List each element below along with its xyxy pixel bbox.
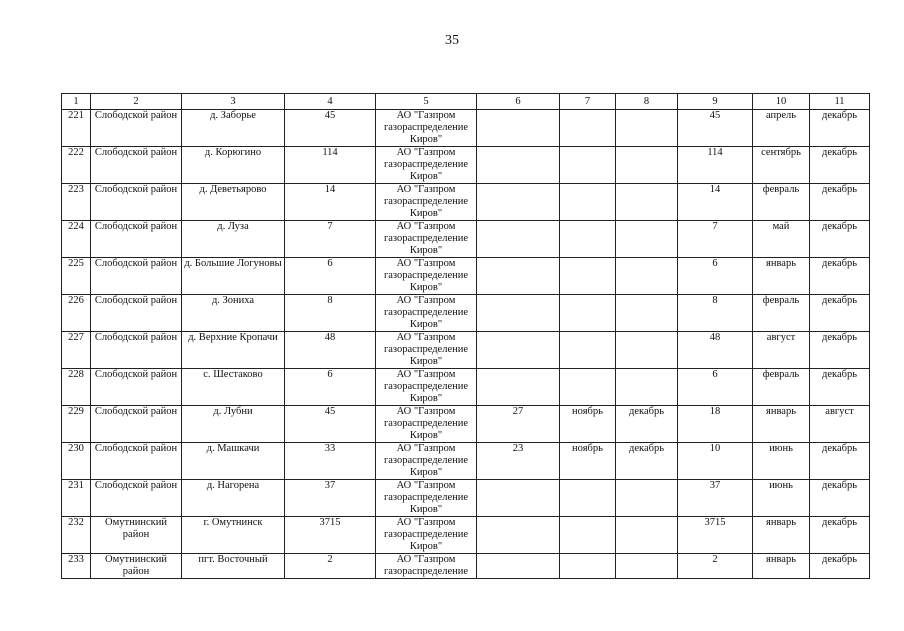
start-month-cell: февраль: [753, 369, 810, 406]
end-month-cell: декабрь: [810, 295, 870, 332]
start-month-cell: январь: [753, 258, 810, 295]
col7-cell: ноябрь: [560, 443, 616, 480]
end-month-cell: декабрь: [810, 147, 870, 184]
col7-cell: [560, 517, 616, 554]
row-number: 227: [62, 332, 91, 369]
col7-cell: [560, 332, 616, 369]
settlement-cell: д. Зониха: [182, 295, 285, 332]
end-month-cell: декабрь: [810, 443, 870, 480]
row-number: 222: [62, 147, 91, 184]
col7-cell: [560, 369, 616, 406]
organization-cell: АО "Газпром газораспределение Киров": [376, 110, 477, 147]
settlement-cell: д. Заборье: [182, 110, 285, 147]
row-number: 233: [62, 554, 91, 579]
end-month-cell: декабрь: [810, 332, 870, 369]
col8-cell: [616, 110, 678, 147]
col7-cell: [560, 110, 616, 147]
col6-cell: 27: [477, 406, 560, 443]
col8-cell: [616, 369, 678, 406]
col4-cell: 6: [285, 258, 376, 295]
district-cell: Омутнинский район: [91, 554, 182, 579]
end-month-cell: декабрь: [810, 480, 870, 517]
settlement-cell: д. Верхние Кропачи: [182, 332, 285, 369]
end-month-cell: декабрь: [810, 369, 870, 406]
table-row: [62, 258, 870, 295]
col9-cell: 45: [678, 110, 753, 147]
organization-cell: АО "Газпром газораспределение Киров": [376, 480, 477, 517]
col7-cell: ноябрь: [560, 406, 616, 443]
col6-cell: [477, 369, 560, 406]
district-cell: Слободской район: [91, 443, 182, 480]
col6-cell: [477, 332, 560, 369]
end-month-cell: декабрь: [810, 554, 870, 579]
col8-cell: [616, 147, 678, 184]
organization-cell: АО "Газпром газораспределение: [376, 554, 477, 579]
district-cell: Слободской район: [91, 184, 182, 221]
table-row: [62, 369, 870, 406]
table-row: [62, 406, 870, 443]
col9-cell: 6: [678, 258, 753, 295]
col4-cell: 3715: [285, 517, 376, 554]
start-month-cell: январь: [753, 517, 810, 554]
schedule-table: [61, 93, 870, 579]
district-cell: Слободской район: [91, 221, 182, 258]
col8-cell: [616, 221, 678, 258]
col7-cell: [560, 295, 616, 332]
col4-cell: 14: [285, 184, 376, 221]
col6-cell: [477, 295, 560, 332]
settlement-cell: д. Лубни: [182, 406, 285, 443]
col7-cell: [560, 554, 616, 579]
table-row: [62, 147, 870, 184]
col8-cell: [616, 554, 678, 579]
col9-cell: 114: [678, 147, 753, 184]
column-header-8: 8: [616, 94, 678, 110]
column-header-1: 1: [62, 94, 91, 110]
district-cell: Слободской район: [91, 147, 182, 184]
col9-cell: 7: [678, 221, 753, 258]
col4-cell: 6: [285, 369, 376, 406]
col9-cell: 3715: [678, 517, 753, 554]
col9-cell: 37: [678, 480, 753, 517]
end-month-cell: декабрь: [810, 221, 870, 258]
col8-cell: [616, 184, 678, 221]
col6-cell: [477, 110, 560, 147]
organization-cell: АО "Газпром газораспределение Киров": [376, 517, 477, 554]
start-month-cell: июнь: [753, 443, 810, 480]
col4-cell: 48: [285, 332, 376, 369]
col4-cell: 2: [285, 554, 376, 579]
start-month-cell: сентябрь: [753, 147, 810, 184]
settlement-cell: пгт. Восточный: [182, 554, 285, 579]
organization-cell: АО "Газпром газораспределение Киров": [376, 369, 477, 406]
organization-cell: АО "Газпром газораспределение Киров": [376, 443, 477, 480]
table-row: [62, 332, 870, 369]
organization-cell: АО "Газпром газораспределение Киров": [376, 147, 477, 184]
start-month-cell: январь: [753, 406, 810, 443]
table-row: [62, 554, 870, 579]
table-row: [62, 221, 870, 258]
col6-cell: [477, 184, 560, 221]
settlement-cell: г. Омутнинск: [182, 517, 285, 554]
col9-cell: 2: [678, 554, 753, 579]
col4-cell: 7: [285, 221, 376, 258]
col7-cell: [560, 258, 616, 295]
col8-cell: декабрь: [616, 406, 678, 443]
col7-cell: [560, 221, 616, 258]
col4-cell: 8: [285, 295, 376, 332]
column-header-9: 9: [678, 94, 753, 110]
settlement-cell: д. Большие Логуновы: [182, 258, 285, 295]
col4-cell: 45: [285, 110, 376, 147]
col6-cell: [477, 480, 560, 517]
row-number: 231: [62, 480, 91, 517]
col4-cell: 33: [285, 443, 376, 480]
end-month-cell: декабрь: [810, 110, 870, 147]
row-number: 224: [62, 221, 91, 258]
col8-cell: [616, 295, 678, 332]
table-row: [62, 110, 870, 147]
district-cell: Слободской район: [91, 258, 182, 295]
district-cell: Слободской район: [91, 110, 182, 147]
row-number: 221: [62, 110, 91, 147]
table-row: [62, 295, 870, 332]
district-cell: Слободской район: [91, 295, 182, 332]
col8-cell: [616, 258, 678, 295]
col9-cell: 10: [678, 443, 753, 480]
col9-cell: 8: [678, 295, 753, 332]
table-row: [62, 517, 870, 554]
col7-cell: [560, 184, 616, 221]
settlement-cell: д. Деветьярово: [182, 184, 285, 221]
col9-cell: 6: [678, 369, 753, 406]
column-header-5: 5: [376, 94, 477, 110]
col9-cell: 18: [678, 406, 753, 443]
start-month-cell: апрель: [753, 110, 810, 147]
organization-cell: АО "Газпром газораспределение Киров": [376, 406, 477, 443]
col9-cell: 14: [678, 184, 753, 221]
header-row: [62, 94, 870, 110]
table-row: [62, 480, 870, 517]
settlement-cell: д. Машкачи: [182, 443, 285, 480]
col4-cell: 45: [285, 406, 376, 443]
start-month-cell: май: [753, 221, 810, 258]
row-number: 230: [62, 443, 91, 480]
col8-cell: [616, 517, 678, 554]
settlement-cell: д. Нагорена: [182, 480, 285, 517]
district-cell: Слободской район: [91, 369, 182, 406]
col6-cell: [477, 517, 560, 554]
district-cell: Слободской район: [91, 332, 182, 369]
table-body: [62, 110, 870, 579]
column-header-2: 2: [91, 94, 182, 110]
start-month-cell: июнь: [753, 480, 810, 517]
col8-cell: декабрь: [616, 443, 678, 480]
district-cell: Омутнинский район: [91, 517, 182, 554]
column-header-6: 6: [477, 94, 560, 110]
organization-cell: АО "Газпром газораспределение Киров": [376, 295, 477, 332]
organization-cell: АО "Газпром газораспределение Киров": [376, 184, 477, 221]
end-month-cell: декабрь: [810, 258, 870, 295]
table-row: [62, 184, 870, 221]
col4-cell: 114: [285, 147, 376, 184]
row-number: 232: [62, 517, 91, 554]
organization-cell: АО "Газпром газораспределение Киров": [376, 221, 477, 258]
district-cell: Слободской район: [91, 406, 182, 443]
end-month-cell: декабрь: [810, 517, 870, 554]
col6-cell: [477, 147, 560, 184]
start-month-cell: февраль: [753, 184, 810, 221]
col6-cell: [477, 554, 560, 579]
col6-cell: 23: [477, 443, 560, 480]
district-cell: Слободской район: [91, 480, 182, 517]
col9-cell: 48: [678, 332, 753, 369]
col6-cell: [477, 221, 560, 258]
row-number: 226: [62, 295, 91, 332]
row-number: 229: [62, 406, 91, 443]
end-month-cell: декабрь: [810, 184, 870, 221]
start-month-cell: февраль: [753, 295, 810, 332]
settlement-cell: д. Луза: [182, 221, 285, 258]
settlement-cell: с. Шестаково: [182, 369, 285, 406]
organization-cell: АО "Газпром газораспределение Киров": [376, 258, 477, 295]
col8-cell: [616, 480, 678, 517]
start-month-cell: январь: [753, 554, 810, 579]
row-number: 225: [62, 258, 91, 295]
end-month-cell: август: [810, 406, 870, 443]
column-header-3: 3: [182, 94, 285, 110]
page-number: 35: [445, 33, 459, 48]
col6-cell: [477, 258, 560, 295]
col7-cell: [560, 147, 616, 184]
col4-cell: 37: [285, 480, 376, 517]
column-header-7: 7: [560, 94, 616, 110]
settlement-cell: д. Корюгино: [182, 147, 285, 184]
table-row: [62, 443, 870, 480]
col7-cell: [560, 480, 616, 517]
column-header-10: 10: [753, 94, 810, 110]
organization-cell: АО "Газпром газораспределение Киров": [376, 332, 477, 369]
start-month-cell: август: [753, 332, 810, 369]
column-header-11: 11: [810, 94, 870, 110]
col8-cell: [616, 332, 678, 369]
row-number: 228: [62, 369, 91, 406]
row-number: 223: [62, 184, 91, 221]
column-header-4: 4: [285, 94, 376, 110]
